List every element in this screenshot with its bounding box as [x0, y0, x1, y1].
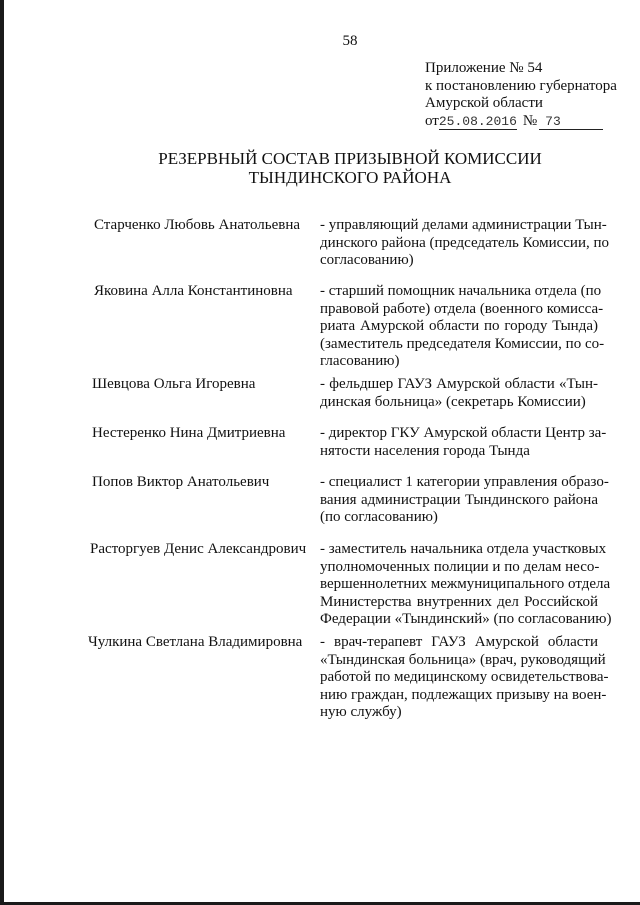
role-line: (заместитель председателя Комиссии, по со-	[320, 335, 605, 352]
role-line: Федерации «Тындинский» (по согласованию)	[320, 611, 612, 627]
role-line: - фельдшер ГАУЗ Амурской области «Тын-	[320, 376, 598, 392]
role-line: - врач-терапевт ГАУЗ Амурской области	[320, 634, 598, 650]
role-line: динская больница» (секретарь Комиссии)	[320, 393, 586, 410]
appendix-region: Амурской области	[425, 95, 543, 111]
member-name: Чулкина Светлана Владимировна	[88, 634, 303, 650]
scan-edge-left	[0, 0, 4, 905]
page-number: 58	[342, 33, 358, 49]
role-line: - старший помощник начальника отдела (по	[320, 283, 602, 299]
role-line: гласованию)	[320, 353, 400, 369]
member-name: Старченко Любовь Анатольевна	[94, 217, 301, 233]
member-name: Нестеренко Нина Дмитриевна	[92, 425, 286, 441]
role-line: - специалист 1 категории управления образо-	[320, 474, 609, 490]
number-prefix: №	[522, 112, 538, 129]
role-line: динского района (председатель Комиссии, по	[320, 234, 610, 251]
role-line: вершеннолетних межмуниципального отдела	[320, 576, 611, 592]
member-name: Яковина Алла Константиновна	[94, 283, 293, 299]
role-line: - директор ГКУ Амурской области Центр за-	[320, 425, 607, 441]
role-line: (по согласованию)	[320, 509, 438, 525]
title-line-2: ТЫНДИНСКОГО РАЙОНА	[248, 168, 452, 187]
member-role	[320, 217, 610, 270]
member-role	[320, 474, 609, 527]
member-role	[320, 425, 607, 460]
decree-date: 25.08.2016	[438, 113, 517, 129]
member-role	[320, 634, 609, 722]
member-name: Шевцова Ольга Игоревна	[92, 376, 256, 392]
date-prefix: от	[425, 112, 439, 129]
member-role	[320, 376, 598, 411]
member-name: Расторгуев Денис Александрович	[90, 541, 307, 557]
role-line: Министерства внутренних дел Российской	[320, 593, 598, 610]
role-line: нию граждан, подлежащих призыву на воен-	[320, 686, 607, 703]
member-role	[320, 283, 605, 371]
role-line: вания администрации Тындинского района	[320, 491, 598, 508]
title-line-1: РЕЗЕРВНЫЙ СОСТАВ ПРИЗЫВНОЙ КОМИССИИ	[158, 149, 542, 168]
decree-number: 73	[539, 115, 603, 130]
role-line: ную службу)	[320, 704, 402, 720]
appendix-header	[425, 60, 625, 130]
role-line: - управляющий делами администрации Тын-	[320, 217, 607, 233]
role-line: работой по медицинскому освидетельствова-	[320, 669, 609, 685]
role-line: риата Амурской области по городу Тында)	[320, 318, 598, 334]
role-line: «Тындинская больница» (врач, руководящий	[320, 651, 606, 668]
role-line: правовой работе) отдела (военного комисса-	[320, 300, 604, 317]
role-line: - заместитель начальника отдела участковых	[320, 541, 607, 557]
role-line: уполномоченных полиции и по делам несо-	[320, 558, 600, 575]
member-name: Попов Виктор Анатольевич	[92, 474, 270, 490]
document-title	[60, 149, 640, 187]
role-line: согласованию)	[320, 252, 414, 268]
appendix-label: Приложение № 54	[425, 60, 543, 76]
member-role	[320, 541, 612, 629]
appendix-decree: к постановлению губернатора	[425, 77, 617, 94]
appendix-date-line	[425, 113, 625, 131]
role-line: нятости населения города Тында	[320, 442, 530, 459]
